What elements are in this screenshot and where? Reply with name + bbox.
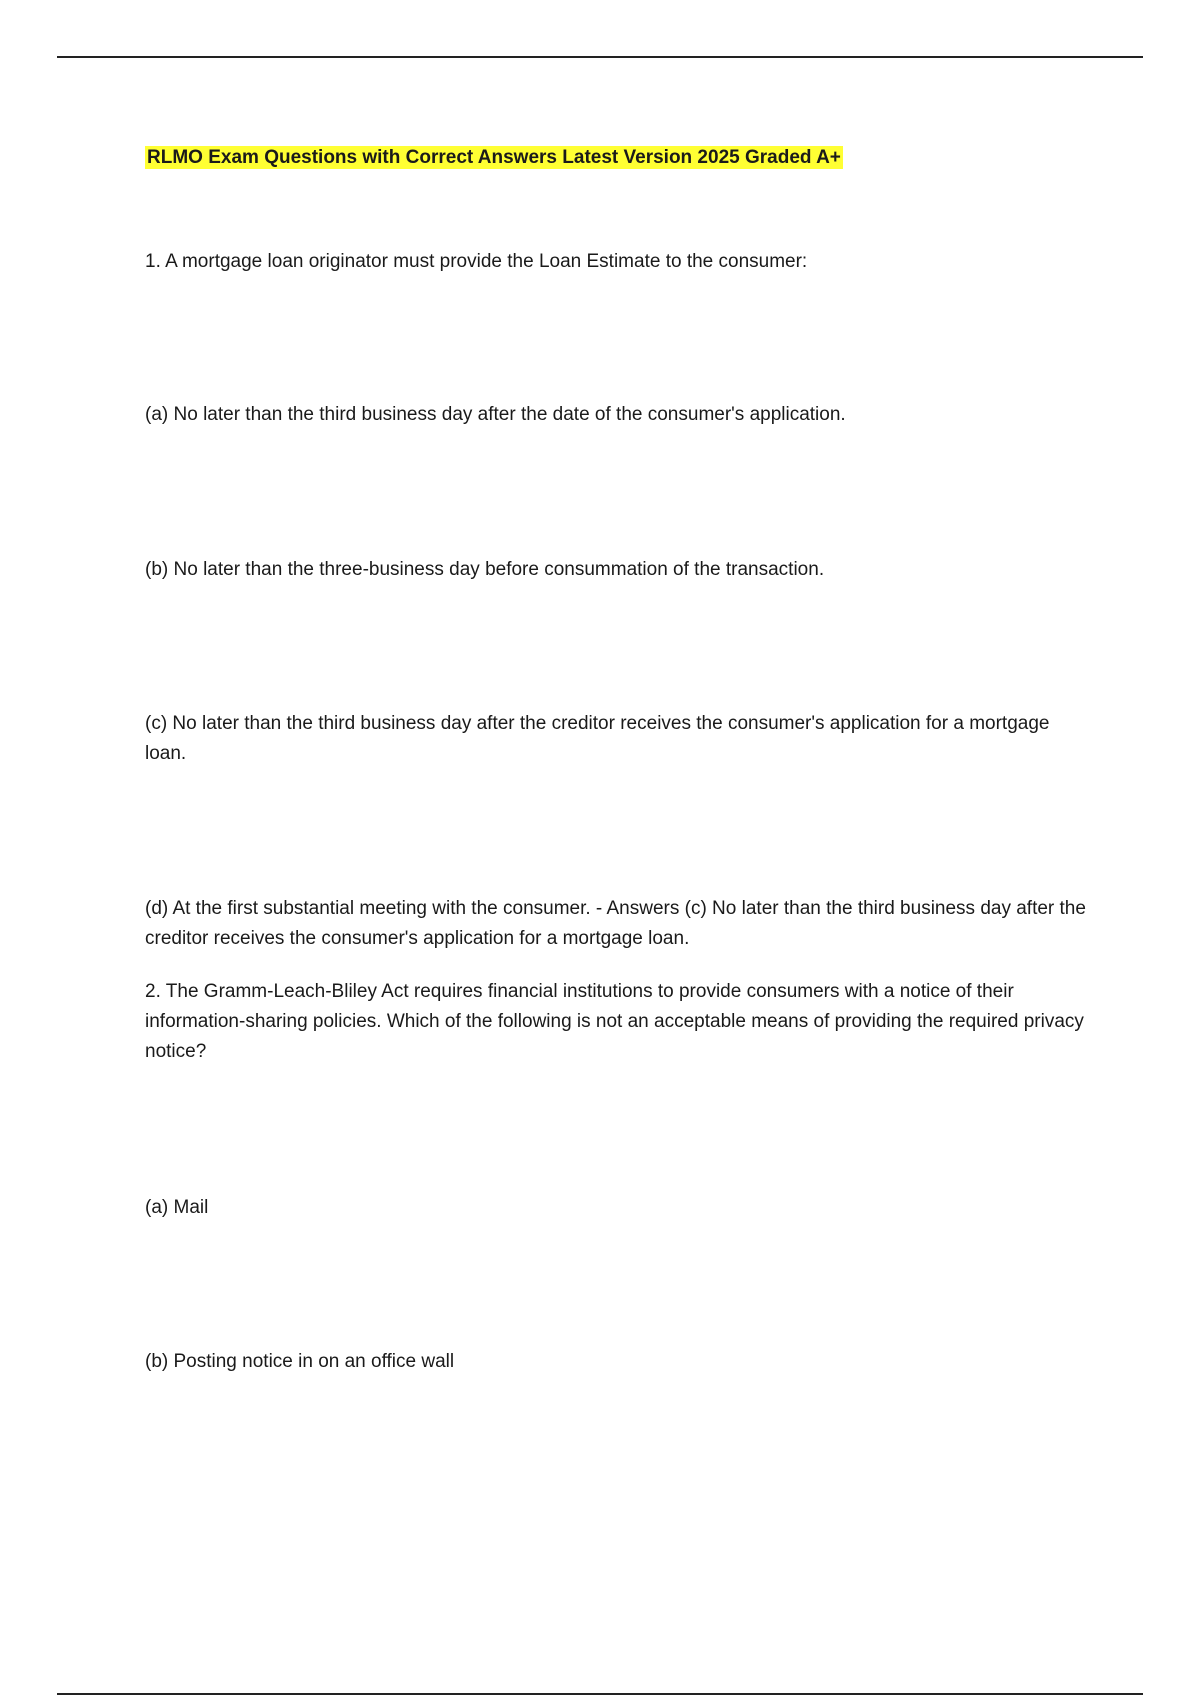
question-1-option-d-with-answer: (d) At the first substantial meeting with the consumer. - Answers (c) No later than the third business day after the creditor receives the consumer's application for a mortgage loan. bbox=[145, 898, 1086, 949]
question-2-option-a: (a) Mail bbox=[145, 1197, 209, 1218]
footer-rule bbox=[57, 1693, 1143, 1695]
header-rule bbox=[57, 56, 1143, 58]
question-1-option-a: (a) No later than the third business day after the date of the consumer's application. bbox=[145, 404, 846, 425]
document-title-highlight: RLMO Exam Questions with Correct Answers Latest Version 2025 Graded A+ bbox=[147, 147, 841, 168]
question-1-stem: 1. A mortgage loan originator must provide the Loan Estimate to the consumer: bbox=[145, 251, 808, 272]
question-1-option-b: (b) No later than the three-business day before consummation of the transaction. bbox=[145, 559, 825, 580]
question-2-stem: 2. The Gramm-Leach-Bliley Act requires financial institutions to provide consumers with a notice of their information-sharing policies. Which of the following is not an acceptable means of providing the required privacy notice? bbox=[145, 981, 1084, 1062]
question-1-option-c: (c) No later than the third business day after the creditor receives the consumer's application for a mortgage loan. bbox=[145, 713, 1050, 764]
question-2-option-b: (b) Posting notice in on an office wall bbox=[145, 1351, 455, 1372]
document-title bbox=[145, 145, 843, 171]
